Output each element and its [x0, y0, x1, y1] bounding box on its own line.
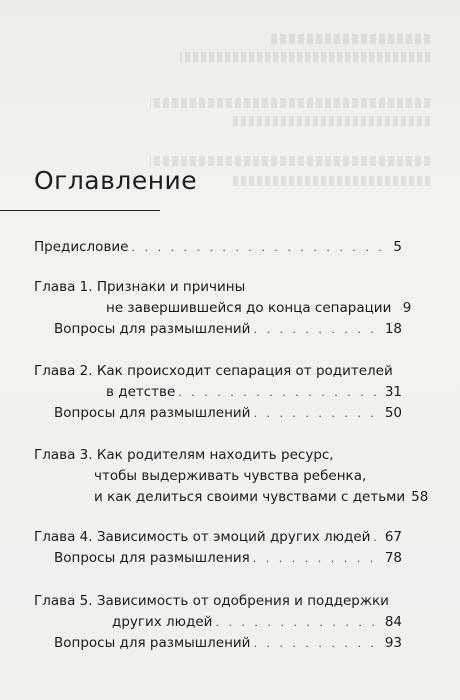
toc-row [34, 299, 412, 318]
toc-entry-chapter-3 [34, 446, 429, 509]
toc-row-text: не завершившейся до конца сепарации [106, 300, 392, 316]
dot-leader [131, 238, 385, 257]
toc-row [34, 488, 429, 507]
toc-row-text: Глава 4. Зависимость от эмоций других людей [34, 529, 371, 545]
toc-page-number: 5 [393, 239, 402, 255]
toc-line: Глава 3. Как родителям находить ресурс, [34, 447, 334, 463]
toc-line: чтобы выдерживать чувства ребенка, [94, 468, 367, 484]
bleed-through-texture [150, 98, 430, 108]
toc-page-number: 9 [402, 300, 412, 316]
toc-row [34, 528, 402, 547]
toc-line: Глава 5. Зависимость от одобрения и поддержки [34, 593, 389, 609]
bleed-through-texture [230, 116, 430, 126]
toc-line: Глава 1. Признаки и причины [34, 279, 246, 295]
toc-page-number: 18 [384, 321, 402, 337]
toc-page-number: 50 [384, 405, 402, 421]
toc-page-number: 78 [384, 550, 402, 566]
toc-row-questions [34, 634, 402, 653]
toc-row-text: Вопросы для размышлений [54, 321, 251, 337]
toc-line: Глава 2. Как происходит сепарация от родителей [34, 363, 393, 379]
toc-row-text: Предисловие [34, 239, 129, 255]
toc-row-questions [34, 404, 402, 423]
toc-entry-preface [34, 238, 402, 259]
toc-row-questions [34, 320, 402, 339]
dot-leader [178, 383, 382, 402]
toc-page-number: 93 [384, 635, 402, 651]
toc-title: Оглавление [34, 166, 198, 195]
toc-entry-chapter-5 [34, 592, 402, 655]
toc-page-number: 84 [384, 614, 402, 630]
toc-row [34, 383, 402, 402]
bleed-through-texture [150, 156, 430, 166]
toc-row-text: в детстве [106, 384, 176, 400]
toc-row-questions [34, 549, 402, 568]
toc-row-text: Вопросы для размышлений [54, 405, 251, 421]
toc-row [34, 613, 402, 632]
dot-leader [253, 404, 381, 423]
toc-row [34, 238, 402, 257]
toc-row-text: Вопросы для размышлений [54, 635, 251, 651]
title-underline [0, 210, 160, 211]
toc-row-text: и как делиться своими чувствами с детьми [94, 489, 406, 505]
toc-entry-chapter-4 [34, 528, 402, 570]
bleed-through-texture [270, 34, 430, 44]
toc-entry-chapter-1 [34, 278, 412, 341]
toc-page-number: 31 [384, 384, 402, 400]
bleed-through-texture [180, 52, 430, 62]
dot-leader [215, 613, 381, 632]
toc-row-text: Вопросы для размышления [54, 550, 250, 566]
toc-page-number: 67 [384, 529, 402, 545]
toc-page-number: 58 [411, 489, 429, 505]
dot-leader [253, 320, 381, 339]
dot-leader [253, 634, 381, 653]
toc-row-text: других людей [112, 614, 213, 630]
bleed-through-texture [230, 176, 430, 186]
dot-leader [253, 549, 382, 568]
dot-leader [373, 528, 381, 547]
toc-entry-chapter-2 [34, 362, 402, 425]
